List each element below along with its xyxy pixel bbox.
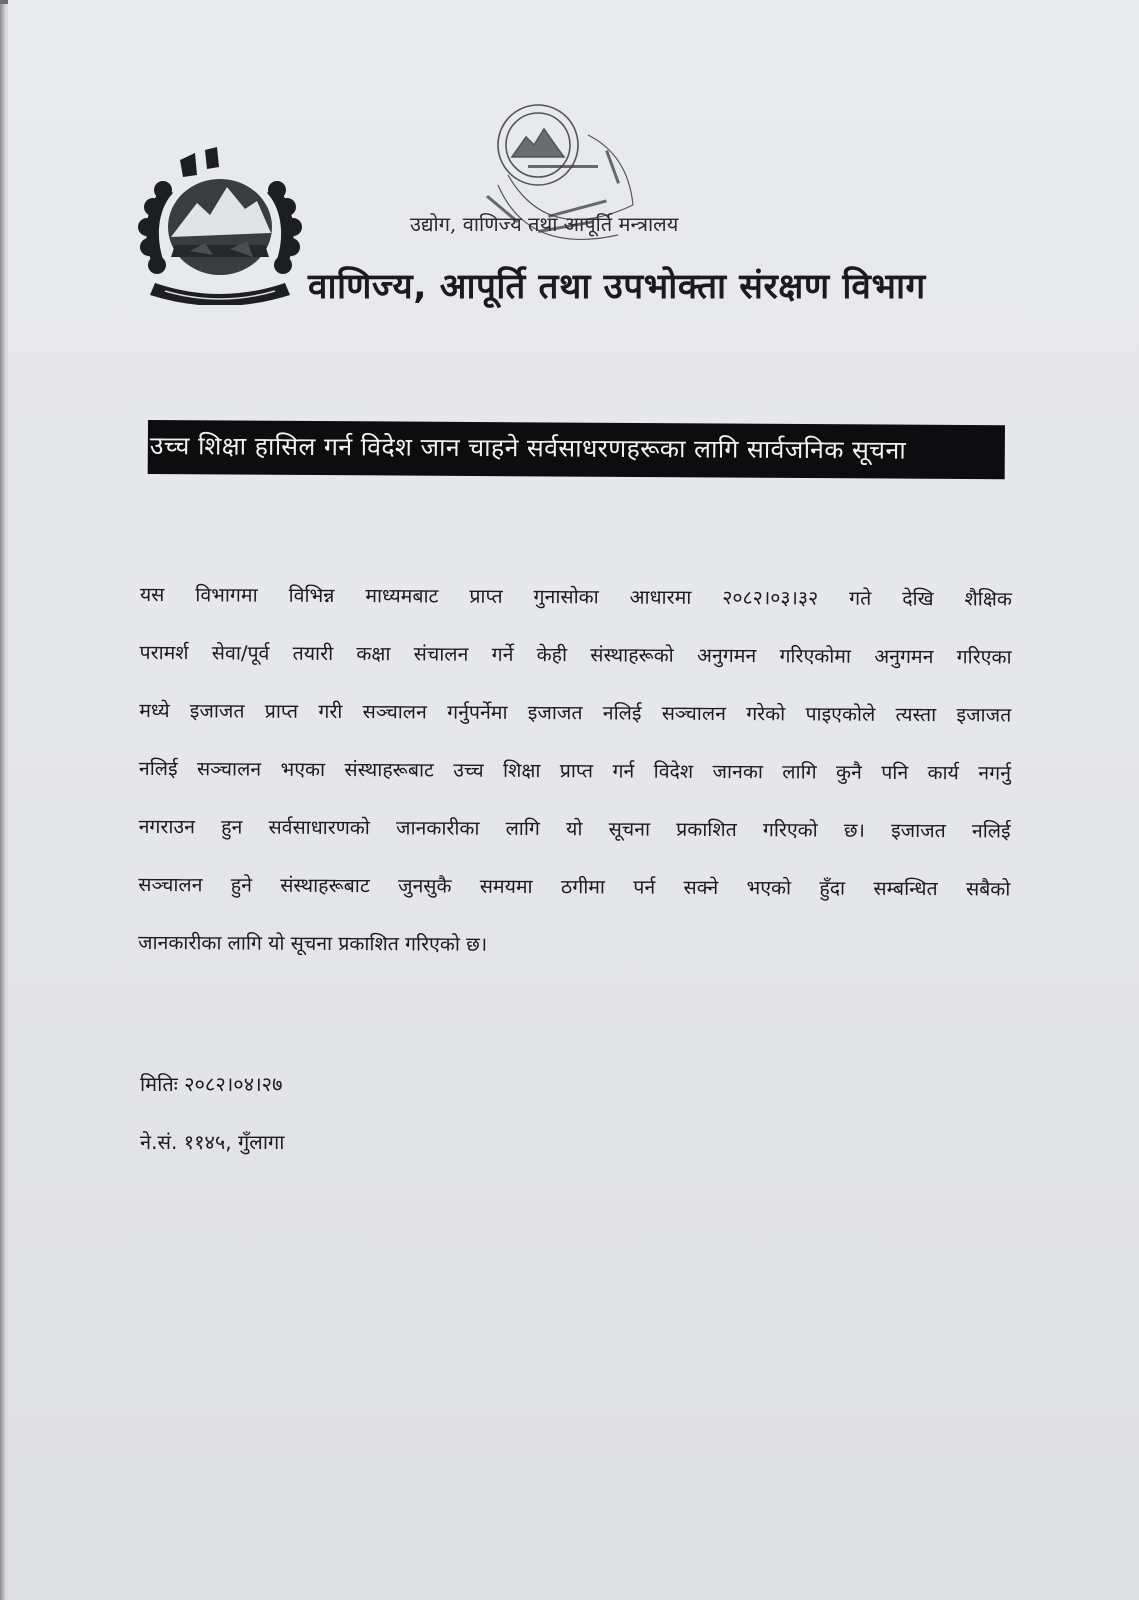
department-title: वाणिज्य, आपूर्ति तथा उपभोक्ता संरक्षण विभाग	[308, 267, 926, 307]
notice-date: मितिः २०८२।०४।२७	[140, 1072, 283, 1096]
notice-line: नगराउन हुन सर्वसाधारणको जानकारीका लागि यो सूचना प्रकाशित गरिएको छ। इजाजत नलिई	[138, 814, 1011, 843]
notice-line: जानकारीका लागि यो सूचना प्रकाशित गरिएको छ।	[137, 930, 488, 956]
ministry-name: उद्योग, वाणिज्य तथा आपूर्ति मन्त्रालय	[410, 212, 679, 236]
notice-line: नलिई सञ्चालन भएका संस्थाहरूबाट उच्च शिक्षा प्राप्त गर्न विदेश जानका लागि कुनै पनि कार्य नगर्नु	[138, 756, 1011, 785]
notice-body	[138, 566, 1012, 977]
notice-line: मध्ये इजाजत प्राप्त गरी सञ्चालन गर्नुपर्नेमा इजाजत नलिई सञ्चालन गरेको पाइएकोले त्यस्ता इजाजत	[139, 698, 1012, 727]
notice-line: परामर्श सेवा/पूर्व तयारी कक्षा संचालन गर्ने केही संस्थाहरूको अनुगमन गरिएकोमा अनुगमन गरिएका	[139, 640, 1012, 669]
nepal-sambat-date: ने.सं. ११४५, गुँलागा	[140, 1130, 285, 1154]
notice-line: सञ्चालन हुने संस्थाहरूबाट जुनसुकै समयमा ठगीमा पर्न सक्ने भएको हुँदा सम्बन्धित सबैको	[138, 872, 1011, 901]
date-block	[140, 1055, 284, 1171]
notice-title: उच्च शिक्षा हासिल गर्न विदेश जान चाहने सर्वसाधरणहरूका लागि सार्वजनिक सूचना	[149, 431, 907, 465]
office-stamp-icon	[468, 95, 658, 265]
notice-title-banner	[148, 420, 1005, 479]
notice-line: यस विभागमा विभिन्न माध्यमबाट प्राप्त गुनासोका आधारमा २०८२।०३।३२ गते देखि शैक्षिक	[139, 582, 1012, 611]
